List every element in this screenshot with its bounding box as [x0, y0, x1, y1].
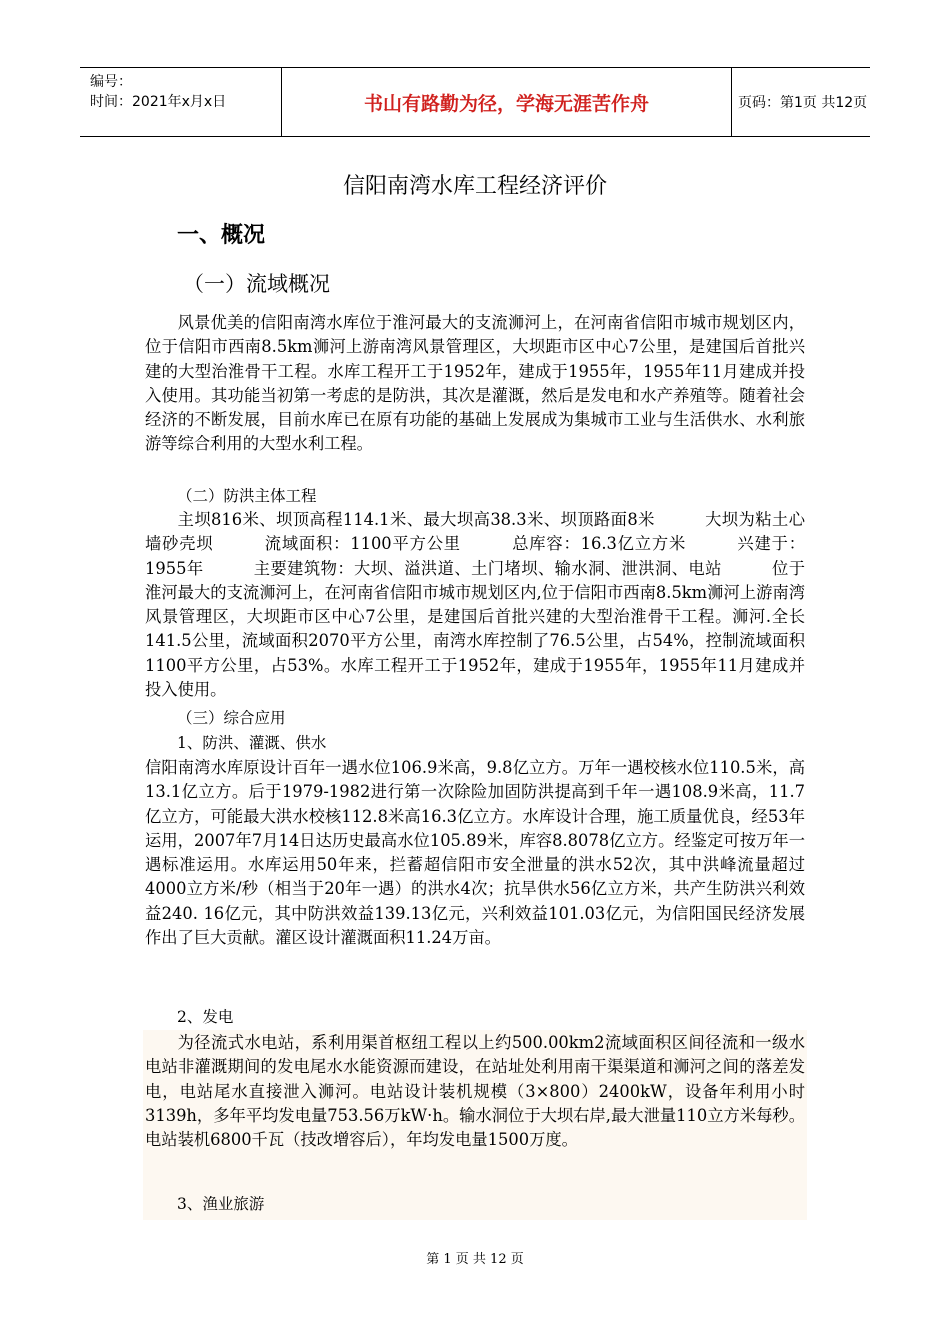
paragraph-flood-irrigation: 信阳南湾水库原设计百年一遇水位106.9米高，9.8亿立方。万年一遇校核水位110.5米，高13.1亿立方。后于1979-1982进行第一次除险加固防洪提高到千年一遇108.9米高，11.7亿立方，可能最大洪水校核112.8米高16.3亿立方。水库设计合理，施工质量优良，经53年运用，2007年7月14日达历史最高水位105.89米，库容8.8078亿立方。经鉴定可按万年一遇标准运用。水库运用50年来，拦蓄超信阳市安全泄量的洪水52次，其中洪峰流量超过4000立方米/秒（相当于20年一遇）的洪水4次；抗旱供水56亿立方米，共产生防洪兴利效益240. 16亿元，其中防洪效益139.13亿元，兴利效益101.03亿元，为信阳国民经济发展作出了巨大贡献。灌区设计灌溉面积11.24万亩。: [145, 758, 805, 948]
header-divider: [731, 68, 732, 136]
page-header: [80, 67, 870, 137]
section-heading: 一、概况: [177, 223, 266, 248]
item-heading: 1、防洪、灌溉、供水: [177, 734, 327, 752]
subsection-heading: （三）综合应用: [177, 709, 286, 727]
paragraph-power: 为径流式水电站，系利用渠首枢纽工程以上约500.00km2流域面积区间径流和一级水电站非灌溉期间的发电尾水水能资源而建设，在站址处利用南干渠渠道和浉河之间的落差发电，电站尾水直接泄入浉河。电站设计装机规模（3×800）2400kW，设备年利用小时3139h，多年平均发电量753.56万kW·h。输水洞位于大坝右岸,最大泄量110立方米每秒。电站装机6800千瓦（技改增容后），年均发电量1500万度。: [145, 1033, 805, 1150]
subsection-heading: （二）防洪主体工程: [177, 487, 317, 505]
header-meta: [90, 72, 280, 112]
subsection-heading: （一）流域概况: [183, 272, 330, 296]
document-title: 信阳南湾水库工程经济评价: [342, 174, 607, 199]
page-footer: 第 1 页 共 12 页: [426, 1252, 524, 1267]
paragraph-watershed: 风景优美的信阳南湾水库位于淮河最大的支流浉河上，在河南省信阳市城市规划区内，位于信阳市西南8.5km浉河上游南湾风景管理区，大坝距市区中心7公里，是建国后首批兴建的大型治淮骨干工程。水库工程开工于1952年，建成于1955年，1955年11月建成并投入使用。其功能当初第一考虑的是防洪，其次是灌溉，然后是发电和水产养殖等。随着社会经济的不断发展，目前水库已在原有功能的基础上发展成为集城市工业与生活供水、水利旅游等综合利用的大型水利工程。: [145, 313, 805, 454]
document-date-label: 时间：2021年x月x日: [90, 94, 227, 110]
header-page-info: 页码：第1页 共12页: [738, 95, 868, 111]
item-heading: 2、发电: [177, 1008, 234, 1026]
document-number-label: 编号：: [90, 74, 132, 90]
paragraph-flood-works: 主坝816米、坝顶高程114.1米、最大坝高38.3米、坝顶路面8米 大坝为粘土心墙砂壳坝 流域面积：1100平方公里 总库容：16.3亿立方米 兴建于：1955年 主要建筑物：大坝、溢洪道、土门堵坝、输水洞、泄洪洞、电站 位于淮河最大的支流浉河上，在河南省信阳市城市规划区内,位于信阳市西南8.5km浉河上游南湾风景管理区，大坝距市区中心7公里，是建国后首批兴建的大型治淮骨干工程。浉河.全长141.5公里，流域面积2070平方公里，南湾水库控制了76.5公里，占54%，控制流域面积1100平方公里，占53%。水库工程开工于1952年，建成于1955年，1955年11月建成并投入使用。: [145, 510, 805, 700]
header-motto: 书山有路勤为径，学海无涯苦作舟: [363, 92, 649, 115]
item-heading: 3、渔业旅游: [177, 1195, 265, 1213]
